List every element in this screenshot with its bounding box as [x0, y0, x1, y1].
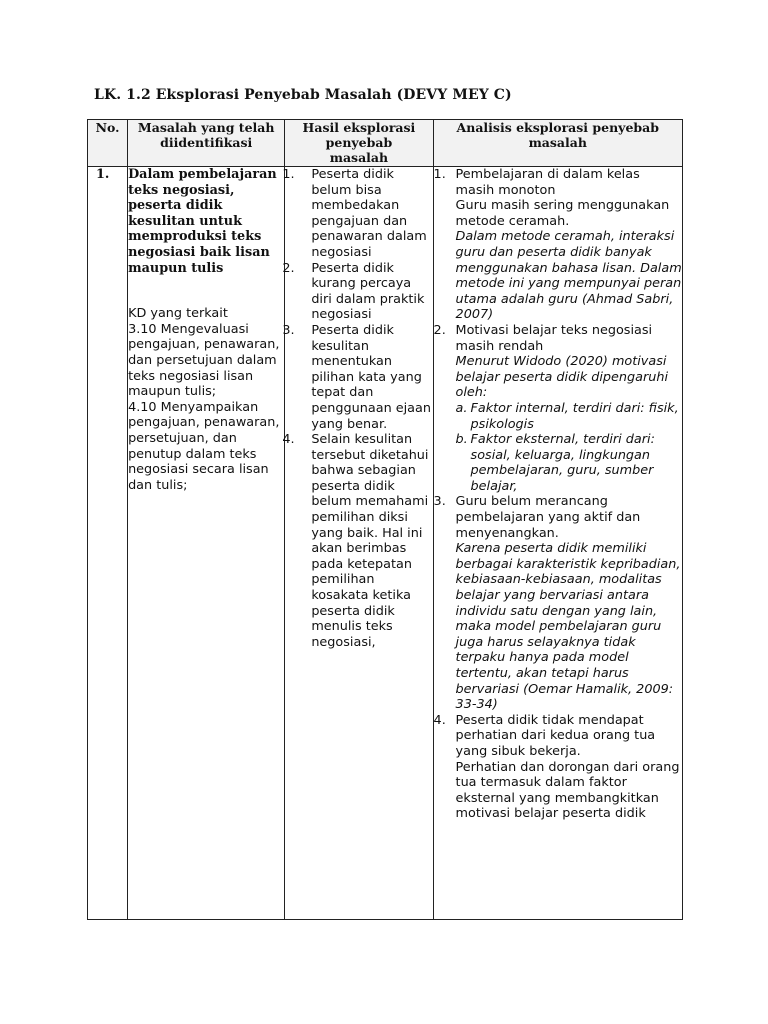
- list-item: 1. Peserta didik belum bisa membedakan pengajuan dan penawaran dalam negosiasi: [282, 167, 427, 260]
- analisis-cell: [433, 167, 682, 920]
- kd-title: KD yang terkait: [128, 306, 228, 322]
- kd-3-10: 3.10 Mengevaluasi pengajuan, penawaran, dan persetujuan dalam teks negosiasi lisan maupun tulis;: [128, 321, 280, 400]
- hasil-cell: [282, 167, 433, 920]
- list-item: 4. Peserta didik tidak mendapat perhatian dari kedua orang tua yang sibuk bekerja. Perhatian dan dorongan dari orang tua termasuk dalam faktor eksternal yang membangkitkan motivasi belajar peserta didik: [433, 712, 680, 822]
- header-hasil: Hasil eksplorasi penyebab masalah: [285, 120, 433, 167]
- document-title: LK. 1.2 Eksplorasi Penyebab Masalah (DEVY MEY C): [94, 87, 512, 103]
- list-item: 2. Peserta didik kurang percaya diri dalam praktik negosiasi: [282, 260, 425, 323]
- sub-list-item: a. Faktor internal, terdiri dari: fisik, psikologis: [455, 400, 679, 432]
- header-no: No.: [88, 120, 128, 167]
- masalah-cell: [128, 167, 285, 920]
- header-masalah: Masalah yang telah diidentifikasi: [128, 120, 285, 167]
- sub-list-item: b. Faktor eksternal, terdiri dari: sosial, keluarga, lingkungan pembelajaran, guru, sumber belajar,: [455, 432, 655, 494]
- exploration-table: [87, 119, 683, 920]
- kd-4-10: 4.10 Menyampaikan pengajuan, penawaran, persetujuan, dan penutup dalam teks negosiasi secara lisan dan tulis;: [128, 399, 280, 493]
- table-row: [88, 167, 683, 920]
- table-header-row: [88, 120, 683, 167]
- row-number: 1.: [88, 167, 128, 920]
- list-item: 1. Pembelajaran di dalam kelas masih monoton Guru masih sering menggunakan metode ceramah. Dalam metode ceramah, interaksi guru dan peserta didik banyak menggunakan bahasa lisan. Dalam metode ini yang mempunyai peran utama adalah guru (Ahmad Sabri, 2007): [433, 167, 682, 323]
- list-item: 3. Guru belum merancang pembelajaran yang aktif dan menyenangkan. Karena peserta didik memiliki berbagai karakteristik kepribadian, kebiasaan-kebiasaan, modalitas belajar yang bervariasi antara individu satu dengan yang lain, maka model pembelajaran guru juga harus selayaknya tidak terpaku hanya pada model tertentu, akan tetapi harus bervariasi (Oemar Hamalik, 2009: 33-34): [433, 494, 681, 713]
- list-item: 3. Peserta didik kesulitan menentukan pilihan kata yang tepat dan penggunaan ejaan yang benar.: [282, 322, 431, 432]
- header-analisis: Analisis eksplorasi penyebab masalah: [433, 120, 682, 167]
- masalah-text: Dalam pembelajaran teks negosiasi, peserta didik kesulitan untuk memproduksi teks negosiasi baik lisan maupun tulis: [128, 167, 277, 276]
- list-item: 4. Selain kesulitan tersebut diketahui bahwa sebagian peserta didik belum memahami pemilihan diksi yang baik. Hal ini akan berimbas pada ketepatan pemilihan kosakata ketika peserta didik menulis teks negosiasi,: [282, 432, 429, 650]
- list-item: 2. Motivasi belajar teks negosiasi masih rendah Menurut Widodo (2020) motivasi belajar peserta didik dipengaruhi oleh: a. Faktor internal, terdiri dari: fisik, psikologis b. Faktor eksternal, terdiri dari: sosial, keluarga, lingkungan pembelajaran, guru, sumber belajar,: [434, 323, 682, 495]
